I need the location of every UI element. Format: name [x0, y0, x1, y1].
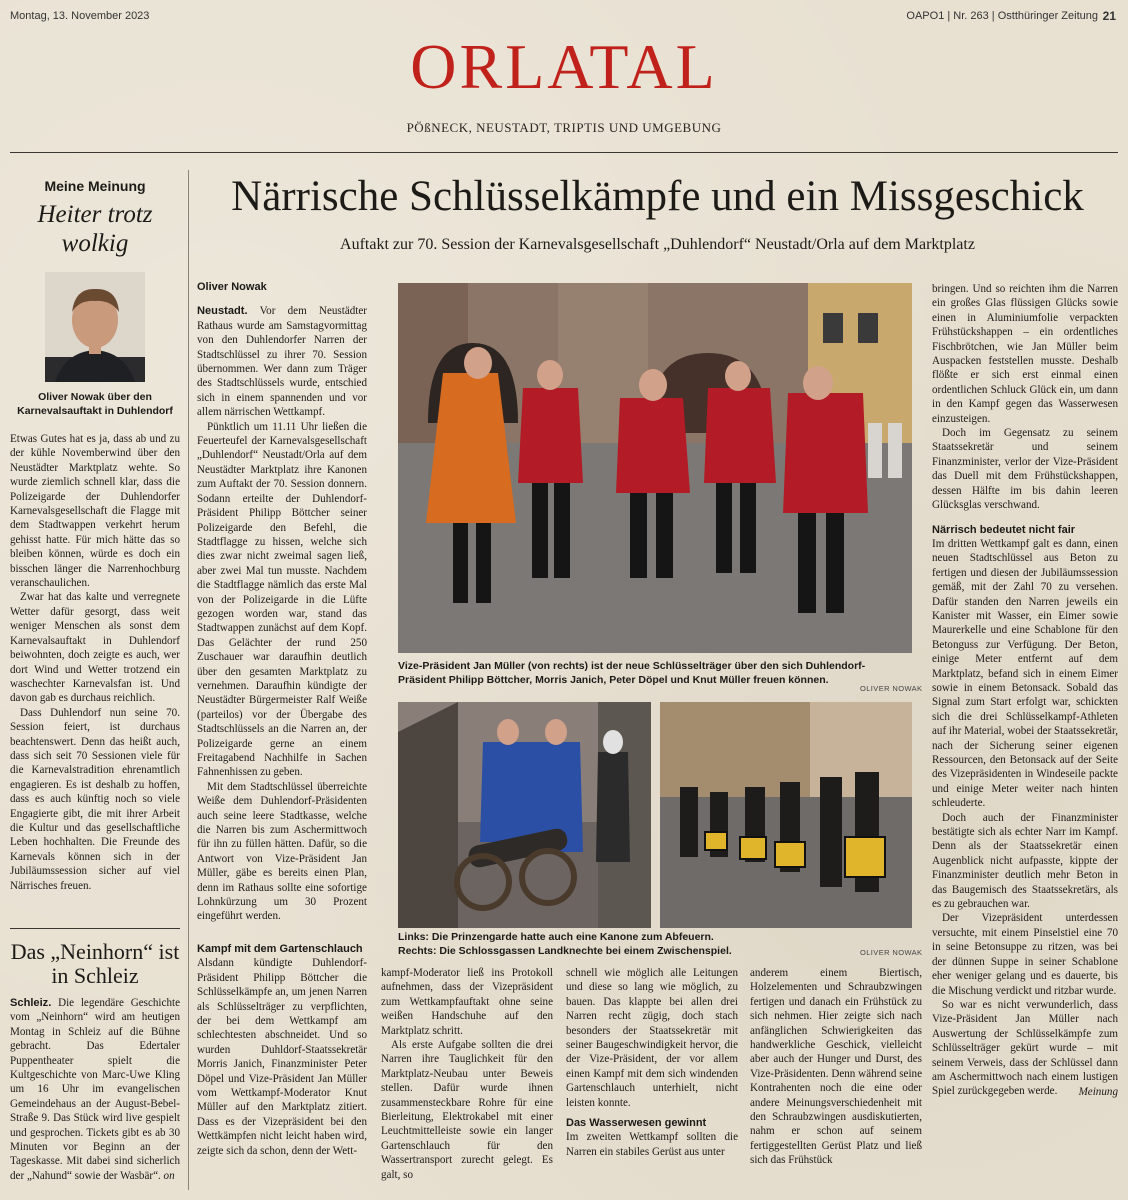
caption-left: Links: Die Prinzengarde hatte auch eine Kanone zum Abfeuern.: [398, 931, 714, 943]
article-paragraph: Mit dem Stadtschlüssel überreichte Weiße dem Duhlendorf-Präsidenten auch seine leere Stadtkasse, welche die Narren bis zum Aschermittwoch für ihn zu füllen hätten. Dafür, so die Antwort von Vize-Präsident Jan Müller, gäbe es bereits einen Plan, denn im Rathaus sollte eine sofortige Lohnkürzung um 30 Prozent eingeführt werden.: [197, 780, 367, 923]
article-paragraph: kampf-Moderator ließ ins Protokoll aufnehmen, dass der Vizepräsident zum Wettkampfauftakt ohne seine weißen Handschuhe auf den Marktplatz schritt.: [381, 967, 553, 1037]
article-subheadline: Auftakt zur 70. Session der Karnevalsgesellschaft „Duhlendorf“ Neustadt/Orla auf dem Marktplatz: [340, 236, 975, 253]
brief-rule: [10, 928, 180, 929]
column-divider: [188, 170, 189, 1190]
article-paragraph: Pünktlich um 11.11 Uhr ließen die Feuerteufel der Karnevalsgesellschaft „Duhlendorf“ Neustadt/Orla auf dem Neustädter Marktplatz ihre Kanonen zum Auftakt der 70. Session donnern. Sodann erteilte der Duhlendorf-Präsident Philipp Böttcher seiner Polizeigarde den Befehl, die Stadtflagge zu hissen, welche sich dies zwar nicht zweimal sagen ließ, aber zwei Mal tun musste. Nachdem die Stadtflagge nämlich das erste Mal von der Polizeigarde in die Lüfte gezogen worden war, stand das Stadtwappen zunächst auf dem Kopf. Das Gelächter der rund 250 Zuschauer war daraufhin deutlich über den gesamten Marktplatz zu vernehmen. Daraufhin kündigte der Neustädter Bürgermeister Ralf Weiße (parteilos) vor der Übergabe des Stadtschlüssels an die Narren an, der Polizeigarde gerne an einem Freitagabend Nachhilfe in Sachen Fahnenhissen zu geben.: [197, 420, 367, 779]
article-paragraph: Doch auch der Finanzminister bestätigte sich als echter Narr im Kampf. Denn als der Staatssekretär einen Augenblick nicht aufpasste, kippte der Finanzminister deutlich mehr Beton in das Baugemisch des Staatssekretärs, als es zu gebrauchen war.: [932, 811, 1118, 911]
section-title: ORLATAL: [410, 31, 718, 102]
header-rule: [10, 152, 1118, 153]
subheading-wasserwesen: Das Wasserwesen gewinnt: [566, 1117, 707, 1130]
subheading-gartenschlauch: Kampf mit dem Gartenschlauch: [197, 942, 363, 955]
pair-photo-caption: [398, 930, 912, 958]
opinion-headline: Heiter trotz wolkig: [37, 201, 153, 257]
page-number: 21: [1102, 9, 1116, 23]
section-regions: PÖßNECK, NEUSTADT, TRIPTIS UND UMGEBUNG: [406, 120, 722, 135]
article-paragraph: So war es nicht verwunderlich, dass Vize-Präsident Jan Müller nach Auswertung der Schlüsselkämpfe zum Schlüsselträger gekürt wurde – mit seinem Verweis, dass der Schlüssel dann am Aschermittwoch nach einem lustigen Spiel zurückgegeben werde.: [932, 998, 1118, 1098]
opinion-box: [10, 178, 180, 418]
portrait-caption: Oliver Nowak über den Karnevalsauftakt in Duhlendorf: [17, 391, 173, 417]
drummers-photo: [660, 702, 912, 928]
brief-headline: Das „Neinhorn“ ist in Schleiz: [10, 939, 180, 988]
article-column-2: [381, 966, 553, 1182]
cannon-photo: [398, 702, 651, 928]
article-paragraph: schnell wie möglich alle Leitungen und diese so lang wie möglich, zu bauen. Das klappte bei allen drei Narren recht zügig, doch stach besonders der Staatssekretär mit seiner Baugeschwindigkeit hervor, die der Vize-Präsident, der vor allem einen Kampf mit dem sich windenden Gartenschlauch unterhielt, nicht leisten konnte.: [566, 967, 738, 1109]
main-photo: [398, 283, 912, 653]
opinion-kicker: Meine Meinung: [44, 178, 146, 194]
article-sign: Meinung: [1078, 1085, 1118, 1098]
article-paragraph: Als erste Aufgabe sollten die drei Narren ihre Tauglichkeit für den Marktplatz-Neubau unter Beweis stellen. Dafür wurde ihnen zusammensteckbare Rohre für eine Bierleitung, Elektrokabel mit einer Leuchtmittelleiste sowie ein langer Gartenschlauch für den Wassertransport zurecht gelegt. Es galt, so: [381, 1039, 553, 1181]
article-column-1: [197, 280, 367, 1158]
opinion-body: [10, 432, 180, 893]
byline: Oliver Nowak: [197, 281, 267, 293]
subheading-nicht-fair: Närrisch bedeutet nicht fair: [932, 523, 1076, 536]
edition-info: OAPO1 | Nr. 263 | Ostthüringer Zeitung: [906, 10, 1098, 22]
article-headline: Närrische Schlüsselkämpfe und ein Missgeschick: [231, 173, 1084, 220]
issue-date: Montag, 13. November 2023: [10, 10, 150, 22]
article-paragraph: bringen. Und so reichten ihm die Narren ein großes Glas flüssigen Glücks sowie einen in Aluminiumfolie verpackten Frühstückshappen – ein ordentliches Fischbrötchen, wie Jan Müller beim Auspacken feststellen musste. Deshalb flößte er sich erst einmal einen ordentlichen Schluck Glück ein, um dann in den Kampf gegen das Wasserwesen einzusteigen.: [932, 283, 1118, 425]
author-portrait: [45, 272, 145, 382]
article-paragraph: Im zweiten Wettkampf sollten die Narren ein stabiles Gerüst aus unter: [566, 1131, 738, 1158]
opinion-paragraph: Etwas Gutes hat es ja, dass ab und zu der kühle Novemberwind über den Neustädter Marktplatz wehte. So wurde ziemlich schnell klar, dass die Polizeigarde der Duhlendorfer Karnevalsgesellschaft die Flagge mit dem Stadtwappen verkehrt herum gehisst hatte. Für mich hätte das so bleiben können, würde es doch ein bisschen länger die Narrenhochburg veranschaulichen.: [10, 433, 180, 590]
article-paragraph: Alsdann kündigte Duhlendorf-Präsident Philipp Böttcher die Schlüsselkämpfe an, um jenen Narren als Schlüsselträger zu verpflichten, der bei dem Wettkampf am schlechtesten abschneidet. Und so wurden Duhldorf-Staatssekretär Morris Janich, Finanzminister Peter Döpel und Vize-Präsident Jan Müller vom Wettkampf-Moderator Knut Müller auf den Marktplatz zitiert. Dass es der Vizepräsident bei den Wettkämpfen nicht leicht haben wird, zeigte sich da schon, denn der Wett-: [197, 957, 367, 1157]
main-photo-credit: OLIVER NOWAK: [860, 684, 923, 693]
main-photo-caption: Vize-Präsident Jan Müller (von rechts) ist der neue Schlüsselträger über den sich Duhlendorf-Präsident Philipp Böttcher, Morris Janich, Peter Döpel und Knut Müller freuen können.: [398, 660, 866, 686]
article-column-5: [932, 282, 1118, 1099]
article-lead: Neustadt.: [197, 305, 248, 318]
brief-lead: Schleiz.: [10, 997, 52, 1009]
pair-photo-credit: OLIVER NOWAK: [860, 948, 923, 957]
brief-text: Die legendäre Geschichte vom „Neinhorn“ wird am heutigen Montag in Schleiz auf die Bühne gebracht. Das Edertaler Puppentheater spielt die Kultgeschichte von Marc-Uwe Kling um 16 Uhr im evangelischen Gemeindehaus an der August-Bebel-Straße 9. Das Stück wird live gespielt und gesprochen. Tickets gibt es ab 30 Minuten vor Beginn an der Tageskasse. Mit dabei sind sicherlich der „Nahund“ sowie der Wasbär“.: [10, 997, 180, 1182]
article-paragraph: Vor dem Neustädter Rathaus wurde am Samstagvormittag von den Duhlendorfer Narren der Stadtschlüssel zu ihrer 70. Session übernommen. Wer dann zum Träger des Stadtschlüssels wurde, entschied sich in einem spannenden und vor allem närrischen Wettkampf.: [197, 305, 367, 419]
brief-sign: on: [163, 1169, 175, 1182]
article-paragraph: Der Vizepräsident unterdessen versuchte, mit einem Pinselstiel eine 70 in seine Betonsuppe zu ritzen, was bei der dünnen Suppe in seiner Schablone eher weniger gelang und es dauerte, bis die Mischung verdickt und ritzbar wurde.: [932, 912, 1118, 997]
brief-body: [10, 996, 180, 1183]
caption-right: Rechts: Die Schlossgassen Landknechte bei einem Zwischenspiel.: [398, 945, 732, 957]
article-column-4: [750, 966, 922, 1168]
article-paragraph: Im dritten Wettkampf galt es dann, einen neuen Stadtschlüssel aus Beton zu fertigen und diesen der Jubiläumssession gemäß, mit der Zahl 70 zu versehen. Dafür standen den Narren jeweils ein Kanister mit Wasser, ein Eimer sowie Maurerkelle und eine Schablone für den Betonguss zur Verfügung. Der Beton, einige Meter entfernt auf dem Marktplatz, befand sich in einem Eimer sowie in einem Betonsack. Sobald das Signal zum Start erfolgt war, schickten sich die drei Schlüsselkampf-Athleten auf ihr Material, wobei der Staatssekretär, nach der Sicherung seiner eigenen Ressourcen, den Betonsack auf der Seite des Vizepräsidenten in Windeseile packte und einige Meter weiter nach hinten schleuderte.: [932, 537, 1118, 810]
article-paragraph: anderem einem Biertisch, Holzelementen und Schraubzwingen fertigen und danach ein Frühstück zu sich nehmen. Hier zeigte sich nach anfänglichen Schwierigkeiten das handwerkliche Geschick, vielleicht aber auch der Hunger und Durst, des Vize-Präsidenten. Denn während seine Kontrahenten noch die eine oder andere Meinungsverschiedenheit mit den Schraubzwingen ausdiskutierten, nahm er schon auf seinem fertiggestellten Gerüst Platz und ließ sich das Frühstück: [750, 967, 922, 1167]
article-column-3: [566, 966, 738, 1159]
article-paragraph: Doch im Gegensatz zu seinem Staatssekretär und seinem Finanzminister, verlor der Vize-Präsident das Duell mit dem Frühstückshappen, dessen Hälfte im bis dahin leeren Glücksglas verschwand.: [932, 427, 1118, 512]
opinion-paragraph: Dass Duhlendorf nun seine 70. Session feiert, ist durchaus beachtenswert. Denn das heißt auch, dass sich seit 70 Sessionen viele für die Karnevalstradition ehrenamtlich engagieren. Es ist deshalb zu hoffen, dass es auch künftig noch so viele Engagierte gibt, die mit ihrer Arbeit die Kultur und das gesellschaftliche Leben hochhalten. Die Freunde des Karnevals können sich in der Jubiläumssession sicher auf viel Närrisches freuen.: [10, 706, 180, 892]
opinion-paragraph: Zwar hat das kalte und verregnete Wetter dafür gesorgt, dass weit weniger Menschen als sonst dem Karnevalsauftakt in Duhlendorf beiwohnten, doch zeigte es auch, wer dort Wind und Wetter trotzend ein waschechter Karnevalsfan ist. Und davon gab es durchaus reichlich.: [10, 591, 180, 705]
